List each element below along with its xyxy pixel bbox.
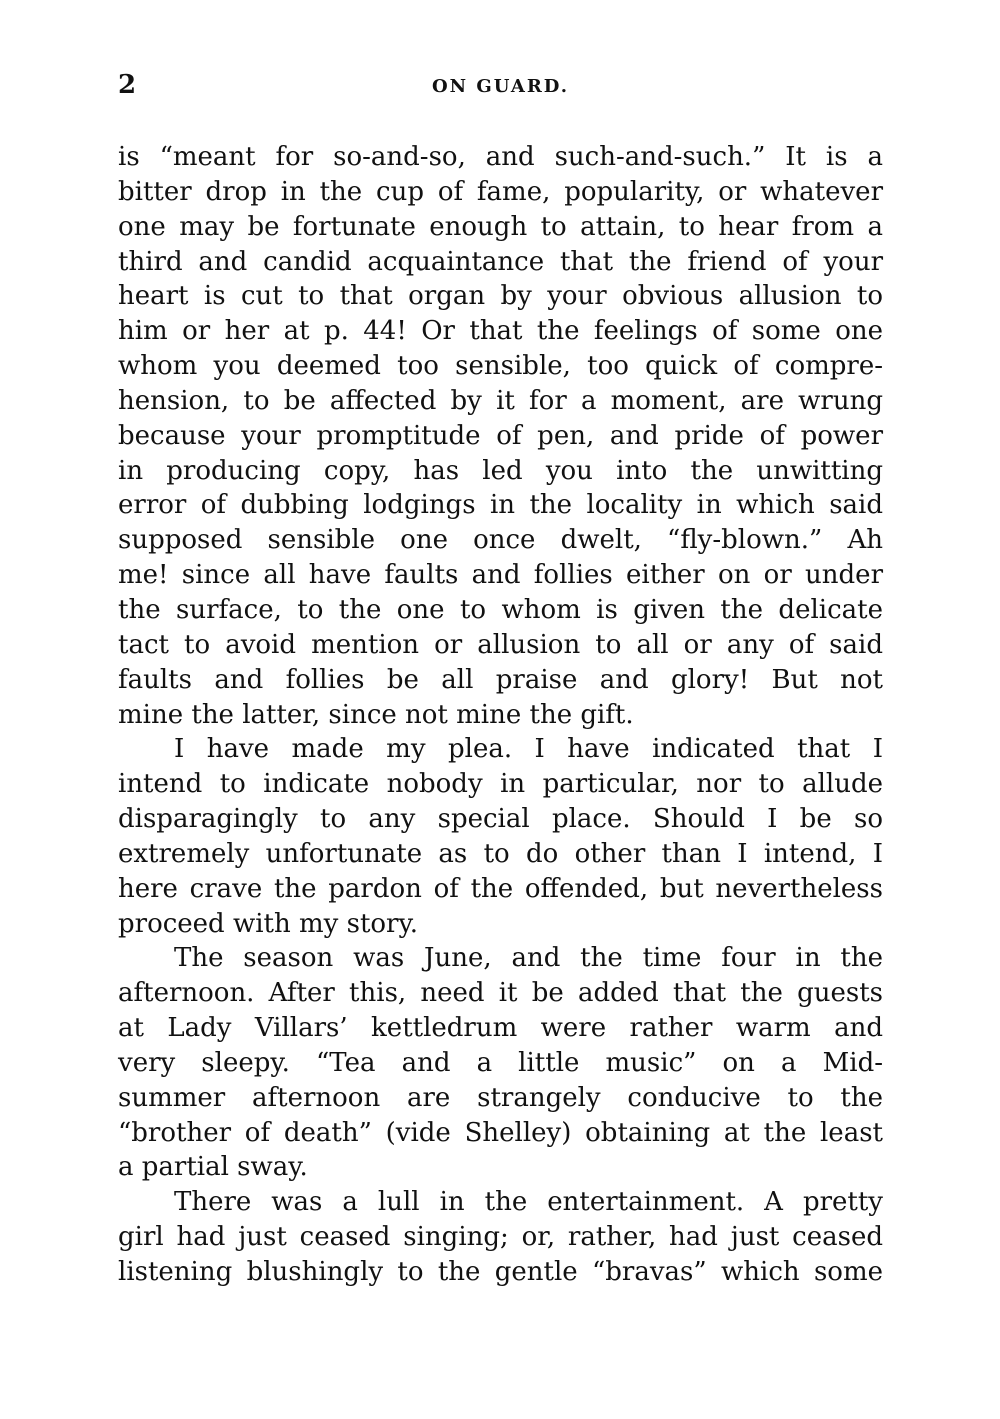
- running-title: ON GUARD.: [431, 76, 570, 97]
- text-line: in producing copy, has led you into the unwitting: [118, 455, 883, 486]
- text-line: one may be fortunate enough to attain, to hear from a: [118, 211, 883, 242]
- text-line: The season was June, and the time four in the: [174, 943, 883, 974]
- text-line: proceed with my story.: [118, 908, 418, 939]
- text-line: I have made my plea. I have indicated that I: [174, 734, 883, 765]
- text-line: error of dubbing lodgings in the locality in which said: [118, 490, 883, 521]
- text-line: tact to avoid mention or allusion to all or any of said: [118, 629, 883, 660]
- text-line: at Lady Villars’ kettledrum were rather warm and: [118, 1013, 883, 1044]
- text-line: him or her at p. 44! Or that the feelings of some one: [118, 316, 883, 347]
- text-line: whom you deemed too sensible, too quick of compre-: [118, 351, 883, 382]
- text-line: “brother of death” (vide Shelley) obtaining at the least: [118, 1117, 883, 1148]
- text-line: very sleepy. “Tea and a little music” on a Mid-: [118, 1047, 883, 1078]
- text-line: me! since all have faults and follies either on or under: [118, 560, 883, 591]
- text-line: summer afternoon are strangely conducive to the: [118, 1082, 883, 1113]
- text-line: the surface, to the one to whom is given the delicate: [118, 594, 883, 625]
- text-line: listening blushingly to the gentle “bravas” which some: [118, 1257, 883, 1287]
- text-line: mine the latter, since not mine the gift.: [118, 699, 634, 730]
- text-line: is “meant for so-and-so, and such-and-such.” It is a: [118, 142, 883, 172]
- text-line: afternoon. After this, need it be added that the guests: [118, 978, 883, 1009]
- page-header: [118, 70, 883, 110]
- text-line: a partial sway.: [118, 1152, 308, 1183]
- text-line: disparagingly to any special place. Should I be so: [118, 804, 883, 835]
- text-line: girl had just ceased singing; or, rather, had just ceased: [118, 1222, 883, 1253]
- text-line: third and candid acquaintance that the friend of your: [118, 246, 883, 277]
- text-line: here crave the pardon of the offended, but nevertheless: [118, 873, 883, 904]
- text-line: hension, to be affected by it for a moment, are wrung: [118, 385, 883, 416]
- page-number: 2: [118, 70, 137, 100]
- text-line: because your promptitude of pen, and pride of power: [118, 420, 883, 451]
- text-line: intend to indicate nobody in particular, nor to allude: [118, 769, 883, 800]
- body-text: [118, 140, 883, 1290]
- text-line: faults and follies be all praise and glory! But not: [118, 664, 883, 695]
- text-line: heart is cut to that organ by your obvious allusion to: [118, 281, 883, 312]
- text-line: bitter drop in the cup of fame, popularity, or whatever: [118, 176, 883, 207]
- text-line: supposed sensible one once dwelt, “fly-blown.” Ah: [118, 525, 883, 556]
- text-line: There was a lull in the entertainment. A pretty: [174, 1187, 883, 1218]
- text-line: extremely unfortunate as to do other than I intend, I: [118, 838, 883, 869]
